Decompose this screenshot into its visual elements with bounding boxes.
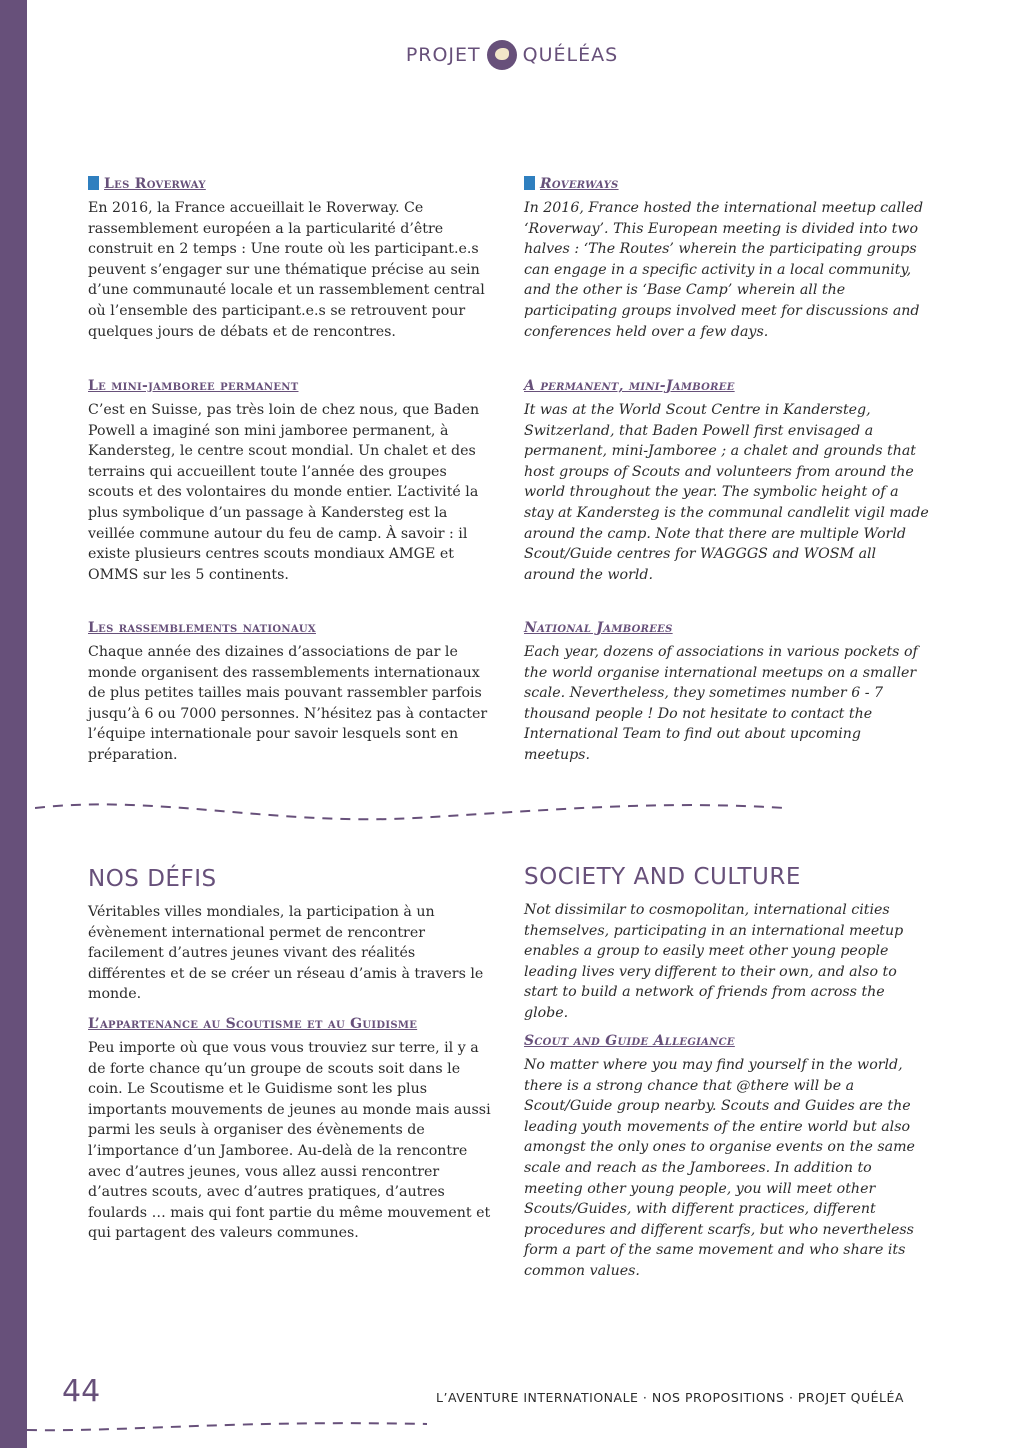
page-number: 44 xyxy=(62,1374,101,1409)
section-allegiance-en xyxy=(524,1033,929,1282)
bullet-marker-icon xyxy=(524,176,535,190)
section-nationaux-fr xyxy=(88,620,493,766)
section-title: Les Roverway xyxy=(88,176,493,192)
side-color-bar xyxy=(0,0,27,1448)
section-mini-jamboree-en xyxy=(524,378,929,585)
section-heading: NOS DÉFIS xyxy=(88,866,217,892)
section-text: Véritables villes mondiales, la participation à un évènement international permet de rencontrer facilement d’autres jeunes vivant des réalités différentes et de se créer un réseau d’amis à travers le monde. xyxy=(88,904,484,1003)
section-title: Scout and Guide Allegiance xyxy=(524,1033,735,1049)
section-text: En 2016, la France accueillait le Roverway. Ce rassemblement européen a la particularité d’être construit en 2 temps : Une route où les participant.e.s peuvent s’engager sur une thématique précise au sein d’une communauté locale et un rassemblement central où l’ensemble des participant.e.s se retrouvent pour quelques jours de débats et de rencontres. xyxy=(88,200,485,340)
bird-icon xyxy=(487,40,517,70)
section-appartenance-fr xyxy=(88,1016,493,1244)
page-header xyxy=(0,40,1024,70)
section-title: Les rassemblements nationaux xyxy=(88,620,316,636)
section-national-en xyxy=(524,620,929,766)
brand-text-right: QUÉLÉAS xyxy=(522,44,619,66)
section-text: C’est en Suisse, pas très loin de chez nous, que Baden Powell a imaginé son mini jamboree permanent, à Kandersteg, le centre scout mondial. Un chalet et des terrains qui accueillent toute l’année des groupes scouts et des volontaires du monde entier. L’activité la plus symbolique d’un passage à Kandersteg est la veillée commune autour du feu de camp. À savoir : il existe plusieurs centres scouts mondiaux AMGE et OMMS sur les 5 continents. xyxy=(88,402,480,583)
section-defis-fr xyxy=(88,866,493,1005)
footer-text: L’AVENTURE INTERNATIONALE · NOS PROPOSITIONS · PROJET QUÉLÉA xyxy=(436,1390,904,1405)
section-heading: SOCIETY AND CULTURE xyxy=(524,864,801,890)
section-title: L’appartenance au Scoutisme et au Guidisme xyxy=(88,1016,418,1032)
section-title: Roverways xyxy=(524,176,929,192)
section-title: A permanent, mini-Jamboree xyxy=(524,378,735,394)
section-text: Peu importe où que vous vous trouviez sur terre, il y a de forte chance qu’un groupe de scouts soit dans le coin. Le Scoutisme et le Guidisme sont les plus importants mouvements de jeunes au monde mais aussi parmi les seuls à organiser des évènements de l’importance d’un Jamboree. Au-delà de la rencontre avec d’autres jeunes, vous allez aussi rencontrer d’autres scouts, avec d’autres pratiques, d’autres foulards … mais qui font partie du même mouvement et qui partagent des valeurs communes. xyxy=(88,1040,491,1242)
section-title: National Jamborees xyxy=(524,620,673,636)
section-roverways-en xyxy=(524,176,929,342)
section-title: Le mini-jamboree permanent xyxy=(88,378,299,394)
section-text: No matter where you may find yourself in the world, there is a strong chance that @there will be a Scout/Guide group nearby. Scouts and Guides are the leading youth movements of the entire world but also amongst the only ones to organise events on the same scale and reach as the Jamborees. In addition to meeting other young people, you will meet other Scouts/Guides, with different practices, different procedures and different scarfs, but who nevertheless form a part of the same movement and who share its common values. xyxy=(524,1057,915,1279)
section-mini-jamboree-fr xyxy=(88,378,493,585)
section-roverway-fr xyxy=(88,176,493,342)
brand-logo xyxy=(406,40,618,70)
bullet-marker-icon xyxy=(88,176,99,190)
section-society-en xyxy=(524,864,929,1024)
brand-text-left: PROJET xyxy=(405,44,481,66)
section-text: Each year, dozens of associations in various pockets of the world organise international meetups on a smaller scale. Nevertheless, they sometimes number 6 - 7 thousand people ! Do not hesitate to contact the International Team to find out about upcoming meetups. xyxy=(524,644,918,763)
footer-dashed-line xyxy=(27,1418,437,1438)
section-text: Not dissimilar to cosmopolitan, international cities themselves, participating in an international meetup enables a group to easily meet other young people leading lives very different to their own, and also to start to build a network of friends from across the globe. xyxy=(524,902,904,1021)
section-text: It was at the World Scout Centre in Kandersteg, Switzerland, that Baden Powell first envisaged a permanent, mini-Jamboree ; a chalet and grounds that host groups of Scouts and volunteers from around the world throughout the year. The symbolic height of a stay at Kandersteg is the communal candlelit vigil made around the camp. Note that there are multiple World Scout/Guide centres for WAGGGS and WOSM all around the world. xyxy=(524,402,929,583)
section-text: Chaque année des dizaines d’associations de par le monde organisent des rassemblements internationaux de plus petites tailles mais pouvant rassembler parfois jusqu’à 6 ou 7000 personnes. N’hésitez pas à contacter l’équipe internationale pour savoir lesquels sont en préparation. xyxy=(88,644,488,763)
wavy-divider xyxy=(35,796,795,830)
section-text: In 2016, France hosted the international meetup called ‘Roverway’. This European meeting is divided into two halves : ‘The Routes’ wherein the participating groups can engage in a specific activity in a local community, and the other is ‘Base Camp’ wherein all the participating groups involved meet for discussions and conferences held over a few days. xyxy=(524,200,924,340)
